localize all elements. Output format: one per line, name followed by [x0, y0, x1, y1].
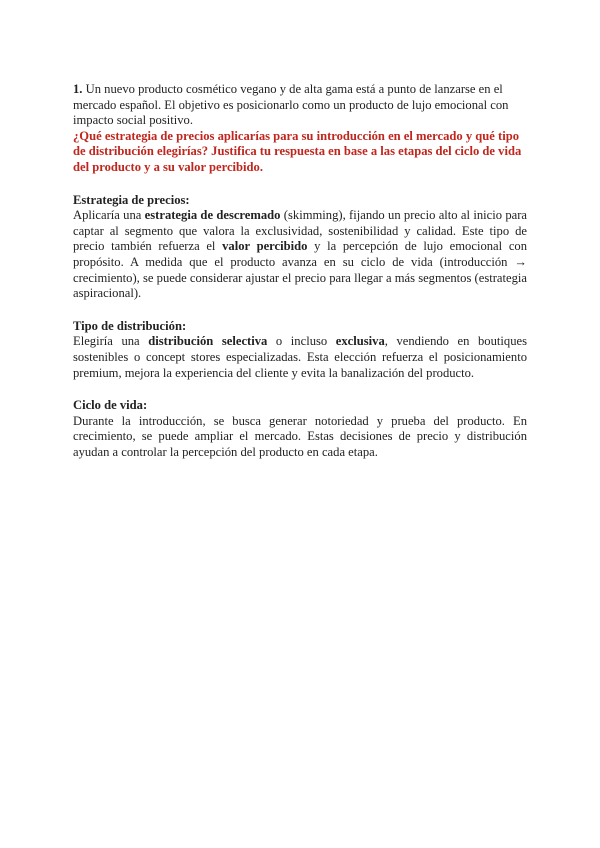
- distribution-text-1: Elegiría una: [73, 334, 149, 349]
- lifecycle-body: Durante la introducción, se busca generar notoriedad y prueba del producto. En crecimiento, se puede ampliar el mercado. Estas decisiones de precio y distribución ayudan a controlar la percepción del producto en cada etapa.: [73, 413, 527, 459]
- lifecycle-heading: Ciclo de vida:: [73, 398, 148, 413]
- question-intro-text: Un nuevo producto cosmético vegano y de alta gama está a punto de lanzarse en el mercado español. El objetivo es posicionarlo como un producto de lujo emocional con impacto social positivo.: [73, 82, 509, 128]
- distribution-body: [73, 334, 527, 381]
- distribution-bold-exclusive: exclusiva: [335, 334, 385, 349]
- lifecycle-section: [73, 398, 527, 460]
- pricing-body: [73, 208, 527, 302]
- question-intro: [73, 82, 527, 129]
- pricing-bold-perceived-value: valor percibido: [222, 239, 308, 254]
- pricing-text-3: y la percepción de lujo emocional con propósito. A medida que el producto avanza en su ciclo de vida (introducción → crecimiento), se puede considerar ajustar el precio para llegar a más segmentos (estrategia aspiracional).: [73, 239, 528, 301]
- distribution-section: [73, 319, 527, 381]
- distribution-heading: Tipo de distribución:: [73, 318, 187, 333]
- document-page: [73, 82, 527, 460]
- distribution-text-2: o incluso: [267, 334, 336, 349]
- distribution-text-3: , vendiendo en boutiques sostenibles o concept stores especializadas. Esta elección refuerza el posicionamiento premium, mejora la experiencia del cliente y evita la banalización del producto.: [73, 334, 527, 380]
- pricing-section: [73, 193, 527, 302]
- distribution-bold-selective: distribución selectiva: [148, 334, 268, 349]
- pricing-heading: Estrategia de precios:: [73, 192, 190, 207]
- question-number: 1.: [73, 82, 83, 96]
- pricing-bold-skimming: estrategia de descremado: [144, 208, 281, 223]
- pricing-text-2: (skimming), fijando un precio alto al inicio para captar al segmento que valora la exclusividad, sostenibilidad y calidad. Este tipo de precio también refuerza el: [73, 208, 527, 254]
- question-prompt: ¿Qué estrategia de precios aplicarías para su introducción en el mercado y qué tipo de distribución elegirías? Justifica tu respuesta en base a las etapas del ciclo de vida del producto y a su valor percibido.: [73, 128, 522, 174]
- pricing-text-1: Aplicaría una: [73, 208, 145, 223]
